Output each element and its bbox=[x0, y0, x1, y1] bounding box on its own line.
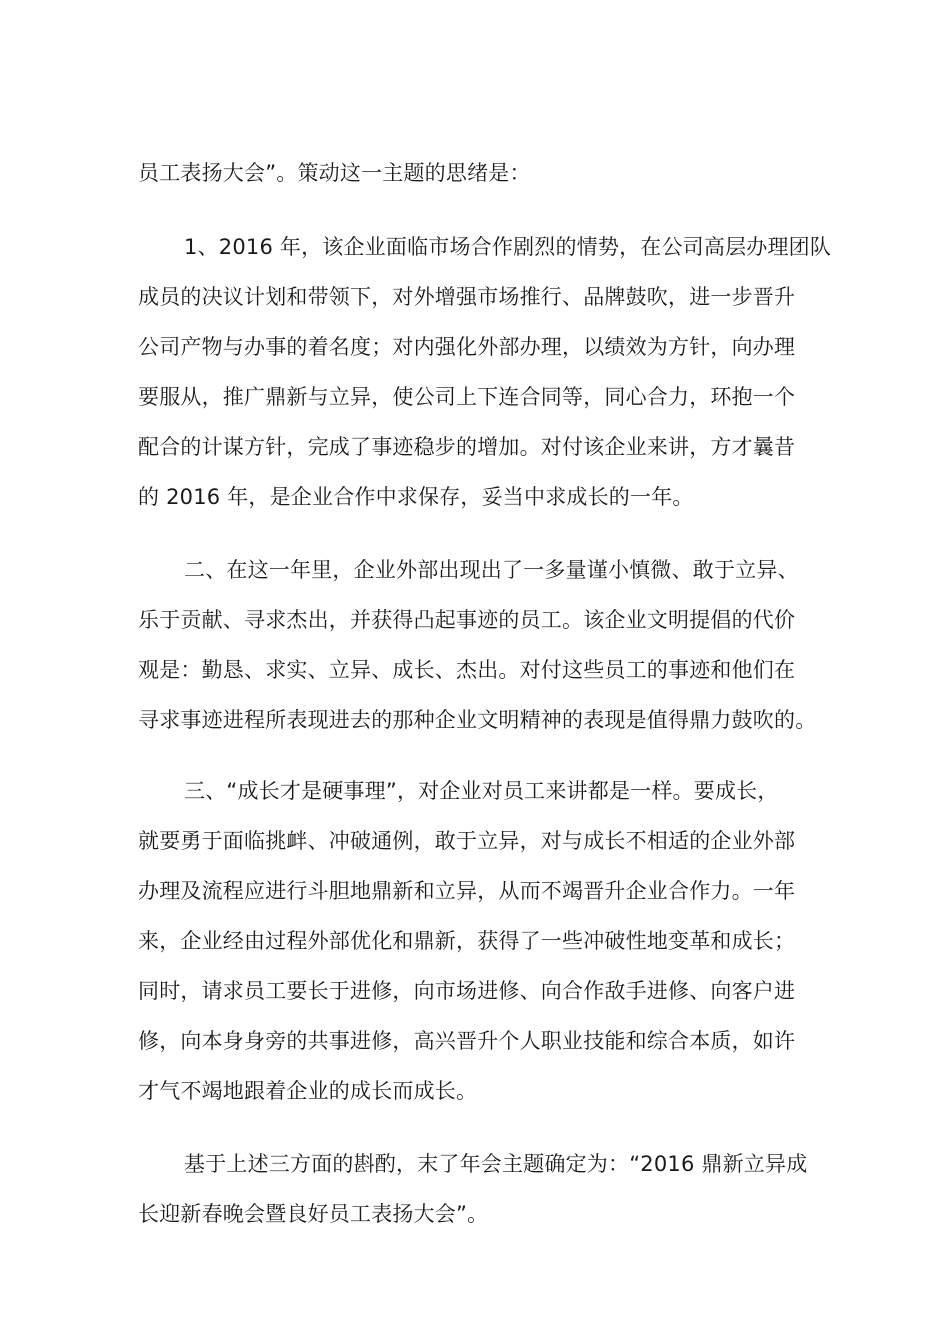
paragraph-line: 的 2016 年，是企业合作中求保存，妥当中求成长的一年。 bbox=[138, 485, 694, 509]
paragraph-line: 1、2016 年，该企业面临市场合作剧烈的情势，在公司高层办理团队 bbox=[184, 235, 832, 259]
paragraph-line: 要服从，推广鼎新与立异，使公司上下连合同等，同心合力，环抱一个 bbox=[138, 385, 796, 409]
paragraph-line: 乐于贡献、寻求杰出，并获得凸起事迹的员工。该企业文明提倡的代价 bbox=[138, 608, 796, 632]
paragraph-line: 公司产物与办事的着名度；对内强化外部办理，以绩效为方针，向办理 bbox=[138, 335, 796, 359]
paragraph-line: 二、在这一年里，企业外部出现出了一多量谨小慎微、敢于立异、 bbox=[184, 558, 799, 582]
paragraph-line: 来，企业经由过程外部优化和鼎新，获得了一些冲破性地变革和成长； bbox=[138, 929, 796, 953]
intro-line: 员工表扬大会”。策动这一主题的思绪是： bbox=[138, 161, 531, 185]
paragraph-line: 修，向本身身旁的共事进修，高兴晋升个人职业技能和综合本质，如许 bbox=[138, 1029, 796, 1053]
paragraph-line: 办理及流程应进行斗胆地鼎新和立异，从而不竭晋升企业合作力。一年 bbox=[138, 879, 796, 903]
paragraph-line: 基于上述三方面的斟酌，末了年会主题确定为：“2016 鼎新立异成 bbox=[184, 1152, 808, 1176]
paragraph-line: 同时，请求员工要长于进修，向市场进修、向合作敌手进修、向客户进 bbox=[138, 979, 796, 1003]
paragraph-line: 三、“成长才是硬事理”，对企业对员工来讲都是一样。要成长， bbox=[184, 779, 779, 803]
paragraph-line: 就要勇于面临挑衅、冲破通例，敢于立异，对与成长不相适的企业外部 bbox=[138, 829, 796, 853]
paragraph-line: 配合的计谋方针，完成了事迹稳步的增加。对付该企业来讲，方才曩昔 bbox=[138, 435, 796, 459]
paragraph-line: 长迎新春晚会暨良好员工表扬大会”。 bbox=[138, 1202, 489, 1226]
paragraph-line: 观是：勤恳、求实、立异、成长、杰出。对付这些员工的事迹和他们在 bbox=[138, 658, 796, 682]
paragraph-line: 寻求事迹进程所表现进去的那种企业文明精神的表现是值得鼎力鼓吹的。 bbox=[138, 708, 817, 732]
paragraph-line: 成员的决议计划和带领下，对外增强市场推行、品牌鼓吹，进一步晋升 bbox=[138, 285, 796, 309]
paragraph-line: 才气不竭地跟着企业的成长而成长。 bbox=[138, 1079, 478, 1103]
